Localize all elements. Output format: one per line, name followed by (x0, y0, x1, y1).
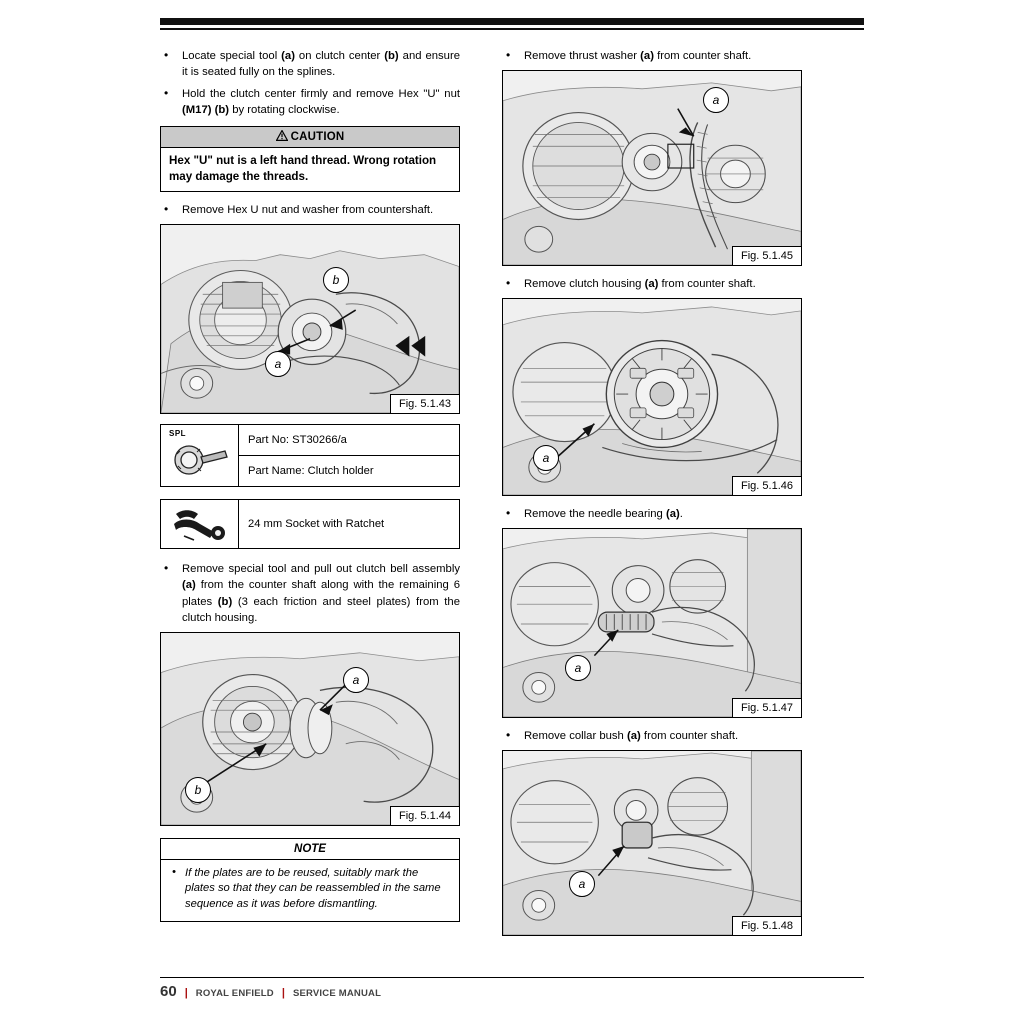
header-rule-thin (160, 28, 864, 30)
step-remove-needle-bearing: • Remove the needle bearing (a). (502, 506, 802, 522)
figure-5-1-43 (160, 224, 460, 414)
clutch-holder-icon (161, 425, 239, 486)
figure-5-1-48 (502, 750, 802, 936)
spl-badge: SPL (169, 429, 187, 439)
footer-separator-2: | (281, 987, 285, 999)
header-rules (160, 18, 864, 32)
page-number: 60 (160, 983, 177, 1000)
step-remove-collar-bush: • Remove collar bush (a) from counter shaft. (502, 728, 802, 744)
figure-5-1-44-callout-b: b (185, 777, 211, 803)
footer-brand: ROYAL ENFIELD (195, 988, 274, 999)
caution-text: Hex "U" nut is a left hand thread. Wrong rotation may damage the threads. (169, 154, 437, 183)
figure-5-1-48-callout-a: a (569, 871, 595, 897)
footer-title: SERVICE MANUAL (292, 988, 382, 999)
page-footer (160, 977, 864, 1000)
tool-part-no: Part No: ST30266/a (248, 434, 347, 447)
caution-header (161, 127, 459, 148)
header-rule-thick (160, 18, 864, 25)
step-remove-special-tool: • Remove special tool and pull out clutch bell assembly (a) from the counter shaft along with the remaining 6 plates (b) (3 each friction and steel plates) from the clutch housing. (160, 561, 460, 625)
figure-5-1-45-caption: Fig. 5.1.45 (732, 246, 801, 265)
general-tool-table (160, 499, 460, 549)
figure-5-1-47-caption: Fig. 5.1.47 (732, 698, 801, 717)
right-step-2 (502, 276, 802, 292)
special-tool-rows (239, 425, 459, 486)
note-box (160, 838, 460, 923)
right-column (502, 48, 802, 966)
right-step-3 (502, 506, 802, 522)
note-title: NOTE (161, 839, 459, 860)
figure-5-1-45 (502, 70, 802, 266)
figure-5-1-44-callout-a: a (343, 667, 369, 693)
warning-triangle-icon (276, 130, 288, 144)
figure-5-1-43-artwork (161, 225, 459, 413)
left-steps-list (160, 48, 460, 118)
caution-box (160, 126, 460, 192)
left-column (160, 48, 460, 966)
figure-5-1-43-caption: Fig. 5.1.43 (390, 394, 459, 413)
figure-5-1-43-callout-a: a (265, 351, 291, 377)
right-step-4 (502, 728, 802, 744)
caution-title: CAUTION (290, 131, 345, 144)
step-remove-thrust-washer: • Remove thrust washer (a) from counter shaft. (502, 48, 802, 64)
footer-separator-1: | (184, 987, 188, 999)
figure-5-1-45-artwork (503, 71, 801, 265)
figure-5-1-45-callout-a: a (703, 87, 729, 113)
figure-5-1-46 (502, 298, 802, 496)
figure-5-1-44-caption: Fig. 5.1.44 (390, 806, 459, 825)
special-tool-table (160, 424, 460, 487)
step-remove-hex-u-nut: • Hold the clutch center firmly and remove Hex "U" nut (M17) (b) by rotating clockwise. (160, 86, 460, 118)
step-remove-clutch-housing: • Remove clutch housing (a) from counter shaft. (502, 276, 802, 292)
socket-ratchet-icon (161, 500, 239, 548)
figure-5-1-46-caption: Fig. 5.1.46 (732, 476, 801, 495)
figure-5-1-48-caption: Fig. 5.1.48 (732, 916, 801, 935)
page-columns (160, 48, 864, 966)
left-steps-list-3 (160, 561, 460, 625)
figure-5-1-47 (502, 528, 802, 718)
note-body (161, 860, 459, 922)
tool-socket-text: 24 mm Socket with Ratchet (248, 518, 385, 531)
figure-5-1-47-callout-a: a (565, 655, 591, 681)
figure-5-1-43-callout-b: b (323, 267, 349, 293)
left-steps-list-2 (160, 202, 460, 218)
tool-part-name: Part Name: Clutch holder (239, 455, 459, 486)
figure-5-1-47-artwork (503, 529, 801, 717)
step-locate-special-tool: • Locate special tool (a) on clutch center (b) and ensure it is seated fully on the splines. (160, 48, 460, 80)
figure-5-1-44 (160, 632, 460, 826)
right-step-1 (502, 48, 802, 64)
figure-5-1-46-callout-a: a (533, 445, 559, 471)
figure-5-1-48-artwork (503, 751, 801, 935)
note-text: • If the plates are to be reused, suitably mark the plates so that they can be reassembled in the same sequence as it was before dismantling. (171, 866, 449, 914)
step-remove-hex-u-nut-washer: • Remove Hex U nut and washer from countershaft. (160, 202, 460, 218)
